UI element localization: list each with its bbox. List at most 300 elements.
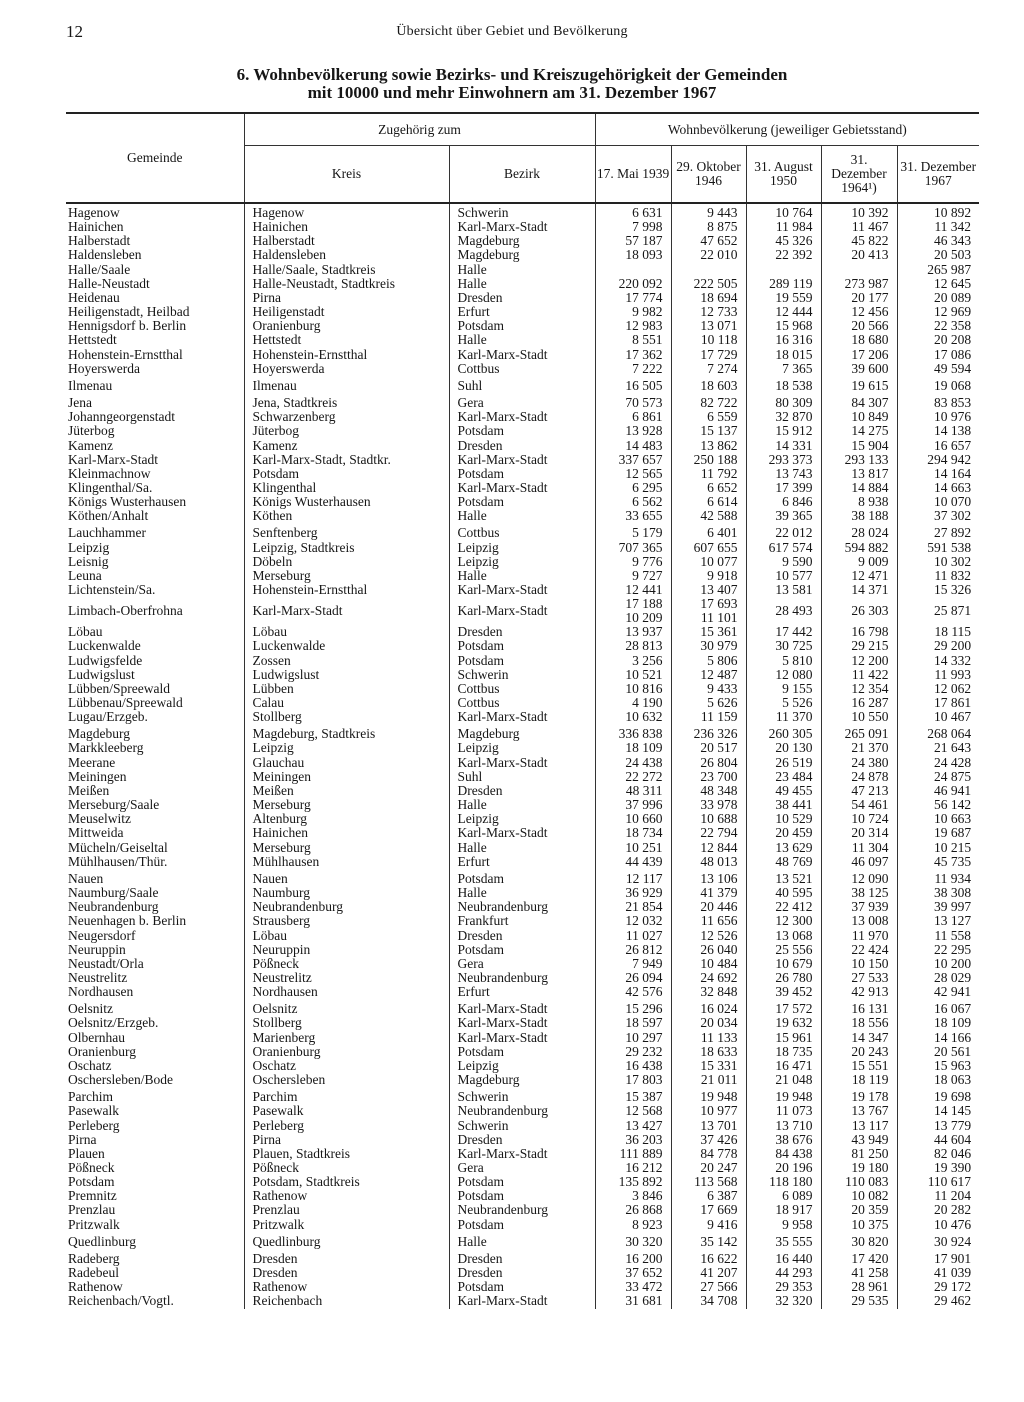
population-value-cell: 22 794: [671, 826, 746, 840]
population-value-cell: 15 904: [821, 439, 897, 453]
population-value-cell: 41 207: [671, 1266, 746, 1280]
table-row: [66, 756, 979, 770]
population-value-cell: 13 407: [671, 583, 746, 597]
header-date-1967: 31. Dezember 1967: [897, 146, 979, 204]
kreis-cell: Döbeln: [244, 555, 449, 569]
table-row: [66, 784, 979, 798]
population-value-cell: 14 145: [897, 1104, 979, 1118]
population-value-cell: 9 416: [671, 1218, 746, 1232]
table-title-line-2: mit 10000 und mehr Einwohnern am 31. Dezember 1967: [307, 83, 717, 102]
bezirk-cell: Suhl: [449, 770, 595, 784]
population-value-cell: 17 803: [595, 1073, 671, 1087]
population-value-cell: 222 505: [671, 277, 746, 291]
population-value-cell: 10 764: [746, 203, 821, 220]
population-value-cell: 48 769: [746, 855, 821, 869]
population-value-cell: 16 287: [821, 696, 897, 710]
bezirk-cell: Karl-Marx-Stadt: [449, 756, 595, 770]
population-value-cell: 44 293: [746, 1266, 821, 1280]
population-value-cell: 18 597: [595, 1016, 671, 1030]
population-value-cell: 23 700: [671, 770, 746, 784]
population-value-cell: 45 326: [746, 234, 821, 248]
table-row: [66, 886, 979, 900]
population-value-cell: 83 853: [897, 393, 979, 410]
population-value-cell: 27 533: [821, 971, 897, 985]
bezirk-cell: Potsdam: [449, 1280, 595, 1294]
gemeinde-cell: Jüterbog: [68, 424, 115, 439]
bezirk-cell: Schwerin: [449, 1087, 595, 1104]
bezirk-cell: Karl-Marx-Stadt: [449, 410, 595, 424]
population-value-cell: [595, 263, 671, 277]
gemeinde-cell: Johanngeorgenstadt: [68, 410, 175, 425]
population-value-cell: 20 177: [821, 291, 897, 305]
kreis-cell: Merseburg: [244, 569, 449, 583]
bezirk-cell: Neubrandenburg: [449, 1203, 595, 1217]
population-value-cell: 26 780: [746, 971, 821, 985]
population-value-cell: 24 438: [595, 756, 671, 770]
kreis-cell: Potsdam: [244, 467, 449, 481]
population-value-cell: 15 361: [671, 625, 746, 639]
population-value-cell: 24 692: [671, 971, 746, 985]
gemeinde-cell: Lübben/Spreewald: [68, 681, 170, 696]
population-value-cell: 18 115: [897, 625, 979, 639]
bezirk-cell: Dresden: [449, 929, 595, 943]
population-value-cell: 28 493: [746, 597, 821, 625]
gemeinde-cell: Oranienburg: [68, 1044, 136, 1059]
population-value-cell: 32 320: [746, 1294, 821, 1308]
kreis-cell: Neustrelitz: [244, 971, 449, 985]
population-value-cell: 14 166: [897, 1031, 979, 1045]
bezirk-cell: Karl-Marx-Stadt: [449, 826, 595, 840]
population-value-cell: 33 978: [671, 798, 746, 812]
gemeinde-cell: Naumburg/Saale: [68, 886, 159, 901]
population-value-cell: 11 370: [746, 710, 821, 724]
table-row: [66, 957, 979, 971]
population-value-cell: 11 342: [897, 220, 979, 234]
population-value-cell: 10 529: [746, 812, 821, 826]
population-value-cell: 80 309: [746, 393, 821, 410]
population-value-cell: 11 304: [821, 841, 897, 855]
population-value-cell: 22 358: [897, 319, 979, 333]
population-value-cell: 43 949: [821, 1133, 897, 1147]
population-value-cell: 19 390: [897, 1161, 979, 1175]
population-value-cell: 22 412: [746, 900, 821, 914]
population-value-cell: 10 251: [595, 841, 671, 855]
kreis-cell: Pritzwalk: [244, 1218, 449, 1232]
population-value-cell: 20 208: [897, 333, 979, 347]
table-row: [66, 943, 979, 957]
bezirk-cell: Cottbus: [449, 696, 595, 710]
population-value-cell: 13 427: [595, 1119, 671, 1133]
population-value-cell: 3 256: [595, 654, 671, 668]
kreis-cell: Karl-Marx-Stadt: [244, 597, 449, 625]
population-value-cell: 20 243: [821, 1045, 897, 1059]
bezirk-cell: Potsdam: [449, 869, 595, 886]
population-value-cell: 15 968: [746, 319, 821, 333]
gemeinde-cell: Perleberg: [68, 1118, 120, 1133]
population-value-cell: 12 200: [821, 654, 897, 668]
population-value-cell: 19 632: [746, 1016, 821, 1030]
population-value-cell: 16 622: [671, 1249, 746, 1266]
population-value-cell: 13 928: [595, 424, 671, 438]
table-row: [66, 929, 979, 943]
population-value-cell: 57 187: [595, 234, 671, 248]
population-value-cell: 49 594: [897, 362, 979, 376]
population-value-cell: 54 461: [821, 798, 897, 812]
population-value-cell: 27 892: [897, 523, 979, 540]
population-value-cell: 26 094: [595, 971, 671, 985]
gemeinde-cell: Radeberg: [68, 1250, 120, 1266]
table-row: [66, 583, 979, 597]
gemeinde-cell: Haldensleben: [68, 248, 142, 263]
population-value-cell: 20 446: [671, 900, 746, 914]
table-row: [66, 798, 979, 812]
table-row: [66, 333, 979, 347]
population-value-cell: 12 645: [897, 277, 979, 291]
population-value-part-2: 11 101: [700, 610, 738, 626]
bezirk-cell: Frankfurt: [449, 914, 595, 928]
population-value-cell: 16 471: [746, 1059, 821, 1073]
population-value-cell: 16 316: [746, 333, 821, 347]
population-value-cell: 37 939: [821, 900, 897, 914]
gemeinde-cell: Neuruppin: [68, 942, 126, 957]
population-value-cell: 20 561: [897, 1045, 979, 1059]
gemeinde-cell: Mühlhausen/Thür.: [68, 854, 168, 869]
table-row: [66, 900, 979, 914]
population-value-cell: 44 604: [897, 1133, 979, 1147]
population-value-cell: 10 849: [821, 410, 897, 424]
table-row: [66, 1031, 979, 1045]
population-value-cell: 28 961: [821, 1280, 897, 1294]
population-value-cell: 22 010: [671, 248, 746, 262]
population-value-cell: 9 958: [746, 1218, 821, 1232]
population-value-cell: 20 413: [821, 248, 897, 262]
population-value-cell: 46 941: [897, 784, 979, 798]
bezirk-cell: Karl-Marx-Stadt: [449, 999, 595, 1016]
population-value-cell: 30 924: [897, 1232, 979, 1249]
population-value-cell: 18 119: [821, 1073, 897, 1087]
population-value-cell: 21 643: [897, 741, 979, 755]
population-value-cell: 47 213: [821, 784, 897, 798]
bezirk-cell: Potsdam: [449, 1175, 595, 1189]
population-value-cell: 16 798: [821, 625, 897, 639]
gemeinde-cell: Oelsnitz/Erzgeb.: [68, 1016, 159, 1031]
population-value-cell: 28 024: [821, 523, 897, 540]
population-value-cell: 44 439: [595, 855, 671, 869]
population-value-cell: 8 875: [671, 220, 746, 234]
population-value-cell: 18 680: [821, 333, 897, 347]
population-value-cell: 10 070: [897, 495, 979, 509]
bezirk-cell: Potsdam: [449, 654, 595, 668]
page-number: 12: [66, 22, 83, 41]
table-row: [66, 248, 979, 262]
population-value-cell: 12 969: [897, 305, 979, 319]
population-value-cell: 14 884: [821, 481, 897, 495]
table-row: [66, 724, 979, 741]
population-value-cell: 33 472: [595, 1280, 671, 1294]
table-row: [66, 467, 979, 481]
population-value-cell: 41 039: [897, 1266, 979, 1280]
table-row: [66, 1266, 979, 1280]
bezirk-cell: Dresden: [449, 1266, 595, 1280]
population-value-cell: 9 433: [671, 682, 746, 696]
table-row: [66, 1147, 979, 1161]
population-value-cell: 16 200: [595, 1249, 671, 1266]
kreis-cell: Kamenz: [244, 439, 449, 453]
table-row: [66, 393, 979, 410]
population-value-cell: 22 295: [897, 943, 979, 957]
population-value-cell: 21 370: [821, 741, 897, 755]
table-row: [66, 410, 979, 424]
table-row: [66, 541, 979, 555]
population-value-cell: 10 577: [746, 569, 821, 583]
kreis-cell: Halle/Saale, Stadtkreis: [244, 263, 449, 277]
gemeinde-cell: Hainichen: [68, 220, 124, 235]
population-value-cell: 11 073: [746, 1104, 821, 1118]
population-value-cell: 6 614: [671, 495, 746, 509]
population-value-cell: 16 505: [595, 376, 671, 393]
gemeinde-cell: Nordhausen: [68, 985, 134, 1000]
bezirk-cell: Dresden: [449, 784, 595, 798]
gemeinde-cell: Leisnig: [68, 554, 109, 569]
gemeinde-cell: Olbernhau: [68, 1030, 125, 1045]
population-value-cell: 34 708: [671, 1294, 746, 1308]
population-value-cell: 12 487: [671, 668, 746, 682]
population-value-cell: 13 743: [746, 467, 821, 481]
population-value-cell: 5 810: [746, 654, 821, 668]
table-row: [66, 1045, 979, 1059]
kreis-cell: Meiningen: [244, 770, 449, 784]
population-value-cell: 13 521: [746, 869, 821, 886]
table-row: [66, 569, 979, 583]
population-value-cell: 41 379: [671, 886, 746, 900]
header-date-1939: 17. Mai 1939: [595, 146, 671, 204]
kreis-cell: Löbau: [244, 625, 449, 639]
population-value-cell: 28 029: [897, 971, 979, 985]
gemeinde-cell: Hennigsdorf b. Berlin: [68, 319, 187, 334]
population-value-cell: 113 568: [671, 1175, 746, 1189]
population-value-cell: 265 987: [897, 263, 979, 277]
population-value-cell: 11 159: [671, 710, 746, 724]
table-title-line-1: 6. Wohnbevölkerung sowie Bezirks- und Kreiszugehörigkeit der Gemeinden: [236, 65, 788, 84]
population-value-cell: 40 595: [746, 886, 821, 900]
population-value-cell: 9 727: [595, 569, 671, 583]
kreis-cell: Hainichen: [244, 826, 449, 840]
gemeinde-cell: Oelsnitz: [68, 1001, 113, 1017]
population-value-cell: 17 729: [671, 348, 746, 362]
population-value-cell: 14 331: [746, 439, 821, 453]
population-value-cell: 19 178: [821, 1087, 897, 1104]
population-value-cell: 10 977: [671, 1104, 746, 1118]
gemeinde-cell: Lauchhammer: [68, 525, 146, 541]
bezirk-cell: Karl-Marx-Stadt: [449, 1294, 595, 1308]
kreis-cell: Jüterbog: [244, 424, 449, 438]
gemeinde-cell: Limbach-Oberfrohna: [68, 603, 183, 619]
population-value-cell: 14 347: [821, 1031, 897, 1045]
population-value-cell: 8 551: [595, 333, 671, 347]
table-row: [66, 710, 979, 724]
population-value-cell: 84 307: [821, 393, 897, 410]
header-kreis: Kreis: [244, 146, 449, 204]
population-value-cell: 18 093: [595, 248, 671, 262]
gemeinde-cell: Ludwigsfelde: [68, 653, 143, 668]
population-value-cell: 12 526: [671, 929, 746, 943]
bezirk-cell: Dresden: [449, 1249, 595, 1266]
population-value-cell: 7 222: [595, 362, 671, 376]
table-row: [66, 855, 979, 869]
population-value-cell: 10 679: [746, 957, 821, 971]
population-value-cell: 12 456: [821, 305, 897, 319]
population-value-cell: 6 861: [595, 410, 671, 424]
table-row: [66, 523, 979, 540]
gemeinde-cell: Parchim: [68, 1089, 113, 1105]
gemeinde-cell: Ilmenau: [68, 377, 113, 393]
population-value-cell: 29 353: [746, 1280, 821, 1294]
population-value-cell: 607 655: [671, 541, 746, 555]
gemeinde-cell: Hoyerswerda: [68, 361, 140, 376]
population-value-cell: 24 380: [821, 756, 897, 770]
population-value-cell: 6 387: [671, 1189, 746, 1203]
population-value-cell: 15 331: [671, 1059, 746, 1073]
bezirk-cell: Magdeburg: [449, 1073, 595, 1087]
population-value-cell: 12 441: [595, 583, 671, 597]
bezirk-cell: Magdeburg: [449, 248, 595, 262]
gemeinde-cell: Neuenhagen b. Berlin: [68, 914, 187, 929]
population-value-cell: 42 576: [595, 985, 671, 999]
population-value-cell: 6 631: [595, 203, 671, 220]
kreis-cell: Pirna: [244, 1133, 449, 1147]
bezirk-cell: Karl-Marx-Stadt: [449, 710, 595, 724]
gemeinde-cell: Hohenstein-Ernstthal: [68, 347, 183, 362]
kreis-cell: Oelsnitz: [244, 999, 449, 1016]
population-value-cell: 11 027: [595, 929, 671, 943]
population-value-cell: 13 127: [897, 914, 979, 928]
gemeinde-cell: Heiligenstadt, Heilbad: [68, 305, 190, 320]
population-value-cell: 9 009: [821, 555, 897, 569]
kreis-cell: Jena, Stadtkreis: [244, 393, 449, 410]
population-value-cell: 24 428: [897, 756, 979, 770]
population-value-cell: 14 164: [897, 467, 979, 481]
population-value-cell: 17 669: [671, 1203, 746, 1217]
bezirk-cell: Karl-Marx-Stadt: [449, 1147, 595, 1161]
bezirk-cell: Neubrandenburg: [449, 900, 595, 914]
bezirk-cell: Magdeburg: [449, 234, 595, 248]
population-value-cell: 18 603: [671, 376, 746, 393]
table-row: [66, 625, 979, 639]
table-row: [66, 1016, 979, 1030]
population-value-cell: 25 556: [746, 943, 821, 957]
gemeinde-cell: Karl-Marx-Stadt: [68, 452, 158, 467]
population-value-cell: 12 300: [746, 914, 821, 928]
population-value-cell: [671, 597, 746, 625]
kreis-cell: Klingenthal: [244, 481, 449, 495]
population-value-cell: 39 452: [746, 985, 821, 999]
population-value-cell: 12 565: [595, 467, 671, 481]
kreis-cell: Luckenwalde: [244, 639, 449, 653]
bezirk-cell: Karl-Marx-Stadt: [449, 1031, 595, 1045]
bezirk-cell: Leipzig: [449, 1059, 595, 1073]
population-value-cell: 18 734: [595, 826, 671, 840]
population-value-cell: 32 848: [671, 985, 746, 999]
population-value-cell: 19 948: [746, 1087, 821, 1104]
population-value-cell: 294 942: [897, 453, 979, 467]
population-value-cell: 4 190: [595, 696, 671, 710]
population-value-cell: 10 663: [897, 812, 979, 826]
table-row: [66, 277, 979, 291]
bezirk-cell: Leipzig: [449, 812, 595, 826]
population-value-cell: 18 633: [671, 1045, 746, 1059]
population-value-cell: 37 302: [897, 509, 979, 523]
gemeinde-cell: Lugau/Erzgeb.: [68, 710, 148, 725]
kreis-cell: Ludwigslust: [244, 668, 449, 682]
population-value-cell: 10 976: [897, 410, 979, 424]
population-value-cell: 82 722: [671, 393, 746, 410]
table-row: [66, 1203, 979, 1217]
population-value-cell: 7 274: [671, 362, 746, 376]
population-value-cell: 118 180: [746, 1175, 821, 1189]
kreis-cell: Senftenberg: [244, 523, 449, 540]
population-value-cell: 3 846: [595, 1189, 671, 1203]
table-row: [66, 812, 979, 826]
gemeinde-cell: Lichtenstein/Sa.: [68, 583, 156, 598]
population-value-cell: 18 015: [746, 348, 821, 362]
population-value-cell: 84 438: [746, 1147, 821, 1161]
bezirk-cell: Schwerin: [449, 203, 595, 220]
population-value-cell: 17 206: [821, 348, 897, 362]
population-value-cell: 10 660: [595, 812, 671, 826]
gemeinde-cell: Radebeul: [68, 1266, 119, 1281]
bezirk-cell: Gera: [449, 1161, 595, 1175]
bezirk-cell: Suhl: [449, 376, 595, 393]
population-value-cell: 19 948: [671, 1087, 746, 1104]
table-row: [66, 439, 979, 453]
population-value-cell: 10 724: [821, 812, 897, 826]
kreis-cell: Königs Wusterhausen: [244, 495, 449, 509]
kreis-cell: Oranienburg: [244, 1045, 449, 1059]
population-value-cell: 14 483: [595, 439, 671, 453]
gemeinde-cell: Mittweida: [68, 826, 124, 841]
population-value-cell: 30 820: [821, 1232, 897, 1249]
population-value-cell: 10 077: [671, 555, 746, 569]
kreis-cell: Perleberg: [244, 1119, 449, 1133]
population-value-cell: 220 092: [595, 277, 671, 291]
population-value-cell: 250 188: [671, 453, 746, 467]
population-value-cell: 13 629: [746, 841, 821, 855]
population-value-cell: 293 373: [746, 453, 821, 467]
kreis-cell: Rathenow: [244, 1280, 449, 1294]
gemeinde-cell: Jena: [68, 395, 92, 411]
population-value-cell: 11 832: [897, 569, 979, 583]
population-table-container: [66, 112, 979, 1309]
gemeinde-cell: Markkleeberg: [68, 741, 144, 756]
bezirk-cell: Gera: [449, 393, 595, 410]
kreis-cell: Strausberg: [244, 914, 449, 928]
table-row: [66, 682, 979, 696]
population-value-cell: 17 399: [746, 481, 821, 495]
population-value-cell: 265 091: [821, 724, 897, 741]
population-value-cell: 19 180: [821, 1161, 897, 1175]
population-value-cell: 337 657: [595, 453, 671, 467]
population-value-cell: 22 272: [595, 770, 671, 784]
bezirk-cell: Potsdam: [449, 495, 595, 509]
population-value-cell: 289 119: [746, 277, 821, 291]
population-value-cell: 14 663: [897, 481, 979, 495]
population-value-cell: 17 442: [746, 625, 821, 639]
population-value-part-1: 17 188: [625, 597, 663, 612]
kreis-cell: Hainichen: [244, 220, 449, 234]
population-value-cell: 9 155: [746, 682, 821, 696]
table-row: [66, 495, 979, 509]
population-value-cell: 8 923: [595, 1218, 671, 1232]
